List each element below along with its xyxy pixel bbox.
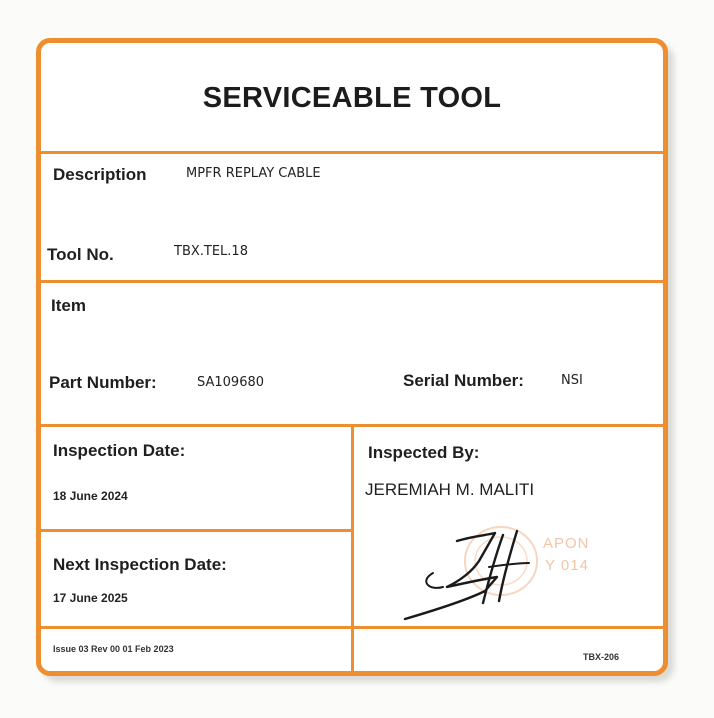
tool-no-value: TBX.TEL.18: [174, 244, 248, 259]
divider-inspection: [41, 529, 351, 532]
part-number-value: SA109680: [197, 375, 265, 390]
item-label: Item: [51, 296, 86, 315]
part-number-label: Part Number:: [49, 373, 157, 392]
tag-title: SERVICEABLE TOOL: [202, 82, 502, 114]
signature-stroke: [399, 521, 559, 621]
issue-footer: Issue 03 Rev 00 01 Feb 2023: [53, 644, 174, 654]
divider-title: [41, 151, 663, 154]
inspection-date-value: 18 June 2024: [53, 489, 128, 503]
description-value: MPFR REPLAY CABLE: [186, 166, 321, 181]
form-code: TBX-206: [583, 652, 620, 662]
description-label: Description: [53, 165, 147, 184]
tool-no-label: Tool No.: [47, 245, 114, 264]
stamp-text-top: APON: [543, 535, 590, 552]
divider-tool: [41, 280, 663, 283]
serial-number-value: NSI: [561, 373, 583, 388]
inspection-date-label: Inspection Date:: [53, 441, 186, 460]
stamp-text-bottom: Y 014: [545, 557, 589, 574]
signature: [399, 521, 559, 621]
serial-number-label: Serial Number:: [403, 371, 524, 390]
serviceable-tool-tag: [36, 38, 668, 676]
inspector-name: JEREMIAH M. MALITI: [365, 480, 535, 499]
inspected-by-label: Inspected By:: [368, 443, 480, 462]
next-inspection-date-label: Next Inspection Date:: [53, 555, 227, 574]
next-inspection-date-value: 17 June 2025: [53, 591, 128, 605]
divider-vertical: [351, 424, 354, 674]
